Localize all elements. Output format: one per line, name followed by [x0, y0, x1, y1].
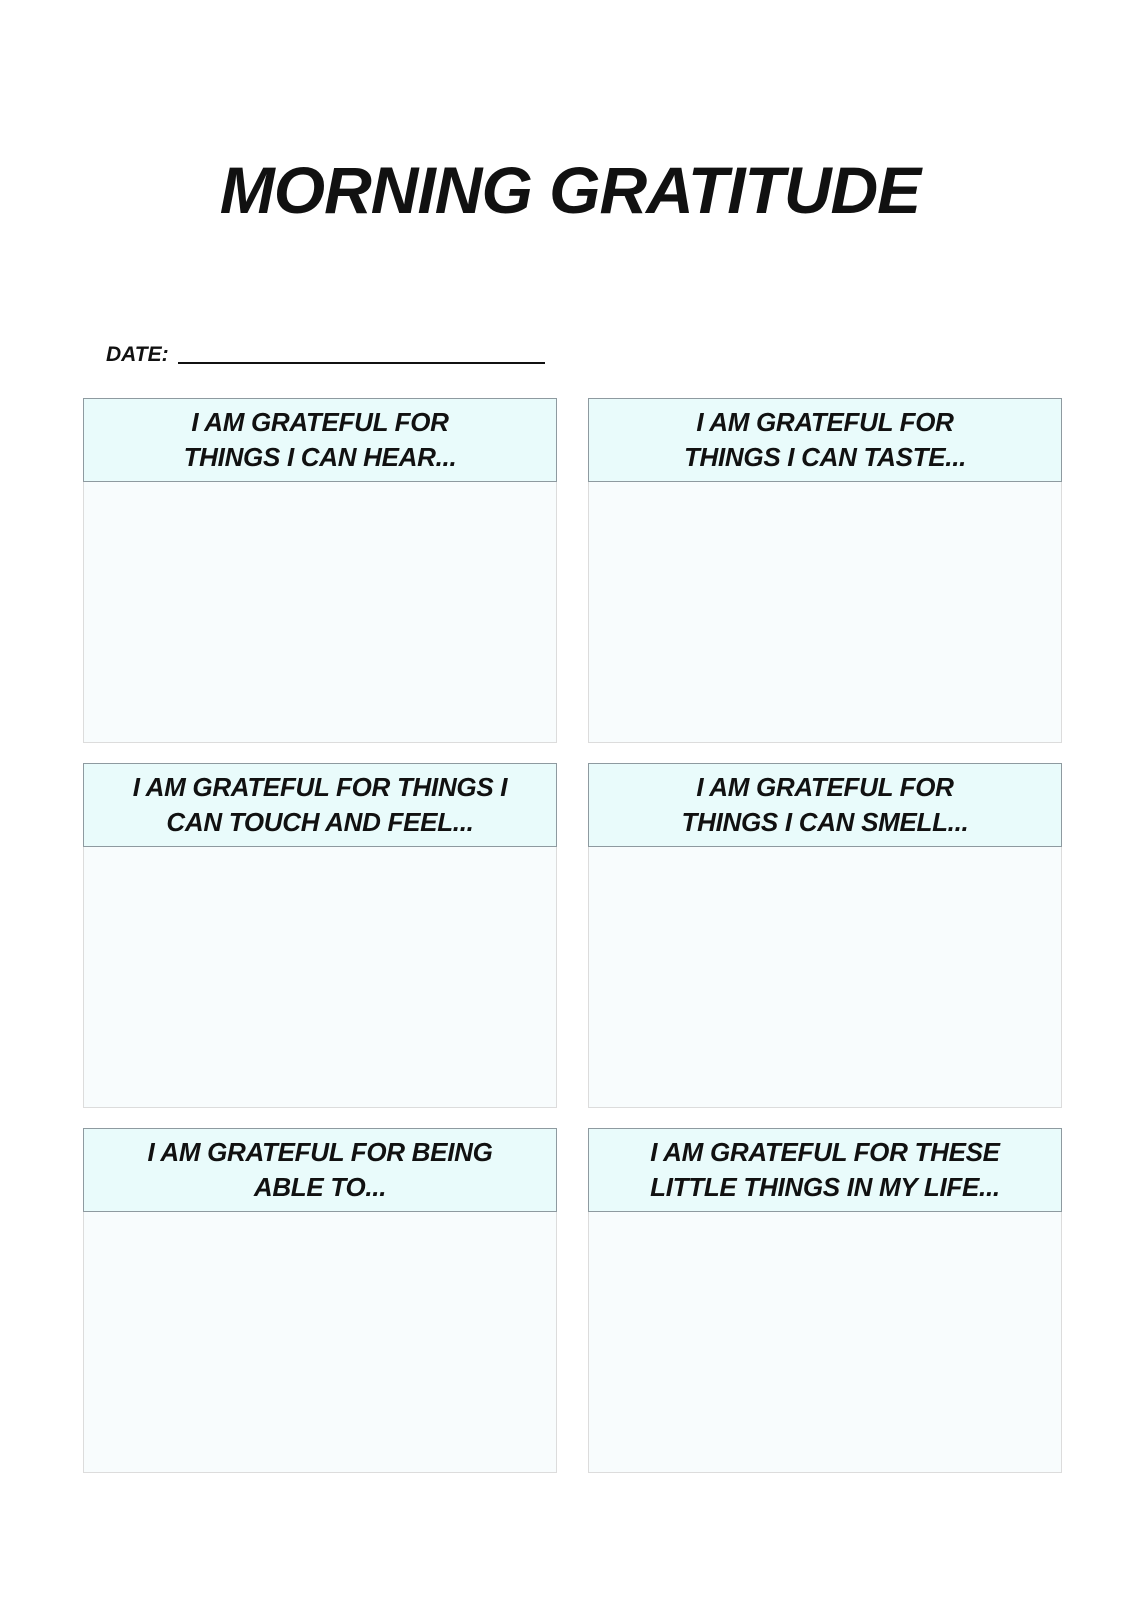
- date-label: DATE:: [106, 343, 169, 366]
- card-writing-area-hear[interactable]: [84, 482, 556, 740]
- card-writing-area-able-to[interactable]: [84, 1212, 556, 1470]
- gratitude-card-touch: [83, 763, 557, 1108]
- gratitude-card-little-things: [588, 1128, 1062, 1473]
- card-writing-area-taste[interactable]: [589, 482, 1061, 740]
- card-header-taste: I AM GRATEFUL FOR THINGS I CAN TASTE...: [588, 398, 1062, 482]
- gratitude-card-taste: [588, 398, 1062, 743]
- card-header-able-to: I AM GRATEFUL FOR BEING ABLE TO...: [83, 1128, 557, 1212]
- card-header-touch: I AM GRATEFUL FOR THINGS I CAN TOUCH AND FEEL...: [83, 763, 557, 847]
- date-row: [106, 340, 545, 366]
- date-input-line[interactable]: [178, 362, 545, 364]
- gratitude-card-hear: [83, 398, 557, 743]
- gratitude-card-able-to: [83, 1128, 557, 1473]
- card-writing-area-little-things[interactable]: [589, 1212, 1061, 1470]
- card-header-little-things: I AM GRATEFUL FOR THESE LITTLE THINGS IN MY LIFE...: [588, 1128, 1062, 1212]
- card-header-smell: I AM GRATEFUL FOR THINGS I CAN SMELL...: [588, 763, 1062, 847]
- gratitude-card-smell: [588, 763, 1062, 1108]
- card-writing-area-touch[interactable]: [84, 847, 556, 1105]
- card-writing-area-smell[interactable]: [589, 847, 1061, 1105]
- page-title: MORNING GRATITUDE: [219, 153, 921, 227]
- card-header-hear: I AM GRATEFUL FOR THINGS I CAN HEAR...: [83, 398, 557, 482]
